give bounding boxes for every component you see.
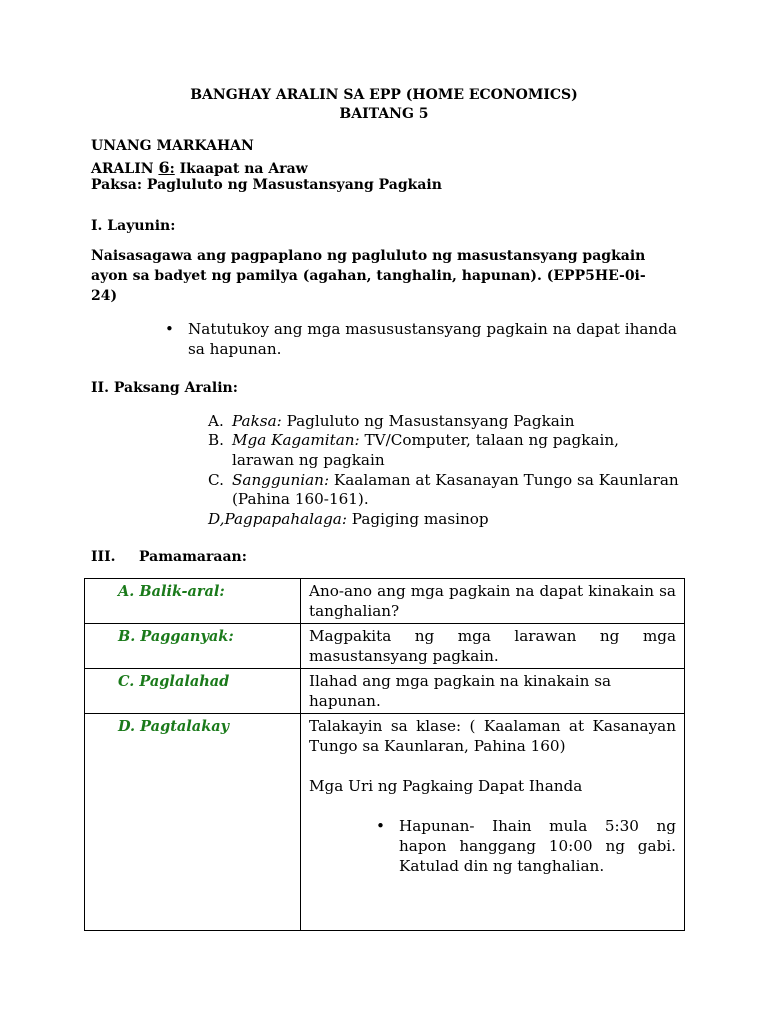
subject-item-c-cont: (Pahina 160-161). <box>232 490 369 508</box>
table-row <box>85 669 685 714</box>
row-content-cell: Ano-ano ang mga pagkain na dapat kinakain sa tanghalian? <box>301 579 685 624</box>
discussion-subheading: Mga Uri ng Pagkaing Dapat Ihanda <box>309 777 583 795</box>
table-row <box>85 714 685 931</box>
row-content-cell: Ilahad ang mga pagkain na kinakain sa hapunan. <box>301 669 685 714</box>
row-content-cell: Magpakita ng mga larawan ng mga masustansyang pagkain. <box>301 624 685 669</box>
procedure-heading: Pamamaraan: <box>139 549 247 565</box>
row-label-cell <box>85 669 301 714</box>
subject-item-c <box>208 471 679 489</box>
lesson-number: 6 <box>158 158 170 177</box>
item-text: Pagluluto ng Masustansyang Pagkain <box>281 412 575 430</box>
bullet-icon: • <box>165 320 174 338</box>
objective-bullet-line: sa hapunan. <box>188 340 282 358</box>
table-row <box>85 624 685 669</box>
grade-level: BAITANG 5 <box>339 106 429 122</box>
item-marker: B. <box>208 431 224 449</box>
row-label-cell <box>85 714 301 931</box>
lesson-day: Ikaapat na Araw <box>174 161 308 177</box>
discussion-intro: Talakayin sa klase: ( Kaalaman at Kasanayan Tungo sa Kaunlaran, Pahina 160) <box>309 717 676 755</box>
item-text: Kaalaman at Kasanayan Tungo sa Kaunlaran <box>329 471 679 489</box>
table-row <box>85 579 685 624</box>
topic-line: Paksa: Pagluluto ng Masustansyang Pagkain <box>91 177 442 193</box>
item-text: TV/Computer, talaan ng pagkain, <box>359 431 619 449</box>
bullet-icon: • <box>376 817 385 835</box>
lesson-prefix: ARALIN <box>91 161 159 177</box>
objectives-heading: I. Layunin: <box>91 218 176 234</box>
subject-matter-heading: II. Paksang Aralin: <box>91 380 238 396</box>
subject-item-a <box>208 412 574 430</box>
row-label: B. Pagganyak: <box>118 628 234 645</box>
item-marker: C. <box>208 471 224 489</box>
item-label: Sanggunian: <box>232 471 330 489</box>
subject-item-d <box>208 510 489 528</box>
procedure-table <box>84 578 685 931</box>
procedure-heading-number: III. <box>91 549 116 565</box>
quarter-label: UNANG MARKAHAN <box>91 138 254 154</box>
row-label: C. Paglalahad <box>118 673 230 690</box>
item-label: Mga Kagamitan: <box>232 431 360 449</box>
item-marker: A. <box>208 412 224 430</box>
lesson-line <box>91 158 308 177</box>
lesson-colon: : <box>169 161 175 177</box>
row-label-cell <box>85 624 301 669</box>
row-label: A. Balik-aral: <box>118 583 225 600</box>
objective-bullet-line: Natutukoy ang mga masusustansyang pagkain na dapat ihanda <box>188 320 677 338</box>
objective-text-line: Naisasagawa ang pagpaplano ng pagluluto ng masustansyang pagkain <box>91 248 646 264</box>
item-label: Paksa: <box>232 412 282 430</box>
item-text: Pagiging masinop <box>346 510 489 528</box>
discussion-bullet-text: Hapunan- Ihain mula 5:30 ng hapon hanggang 10:00 ng gabi. Katulad din ng tanghalian. <box>399 817 676 875</box>
subject-item-b <box>208 431 619 449</box>
document-title: BANGHAY ARALIN SA EPP (HOME ECONOMICS) <box>190 87 578 103</box>
objective-text-line: ayon sa badyet ng pamilya (agahan, tanghalin, hapunan). (EPP5HE-0i- <box>91 268 646 284</box>
objective-text-line: 24) <box>91 288 118 304</box>
row-label-cell <box>85 579 301 624</box>
row-content-cell <box>301 714 685 931</box>
subject-item-b-cont: larawan ng pagkain <box>232 451 385 469</box>
item-label: D,Pagpapahalaga: <box>208 510 347 528</box>
discussion-bullet-item <box>309 816 676 876</box>
row-label: D. Pagtalakay <box>118 718 230 735</box>
